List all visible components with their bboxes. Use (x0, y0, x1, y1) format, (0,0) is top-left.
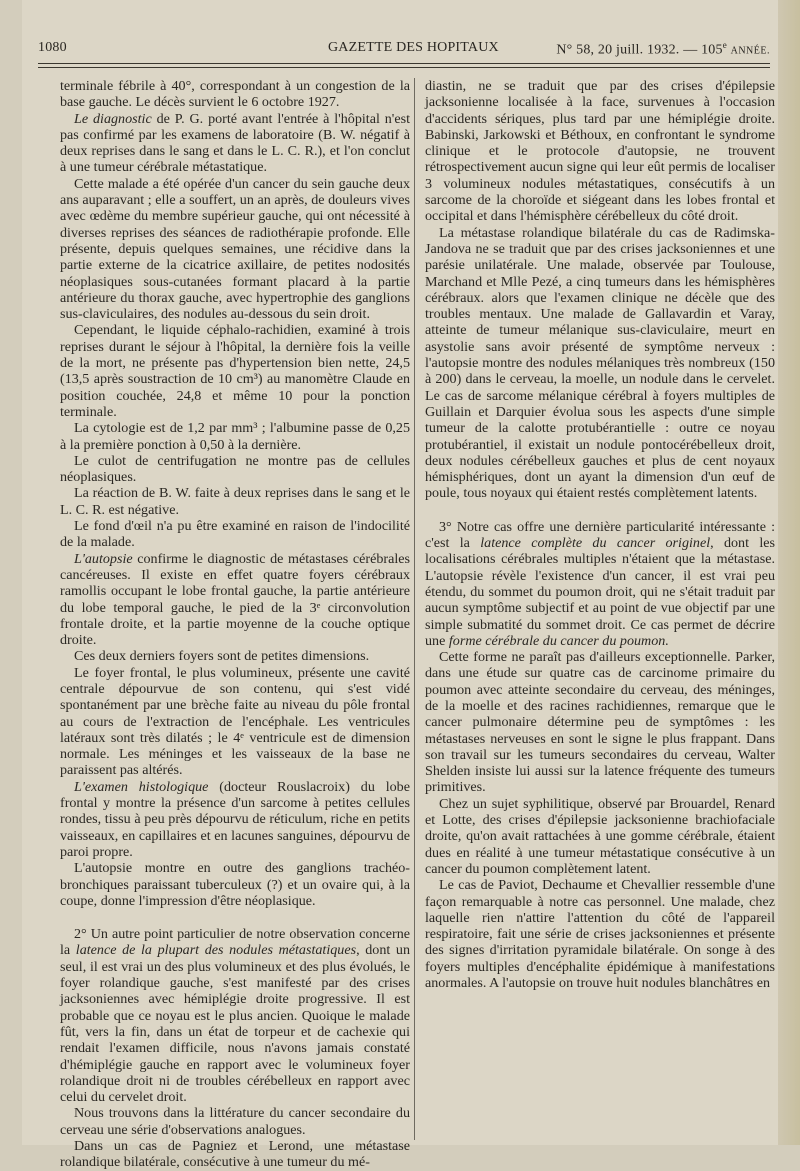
journal-title: GAZETTE DES HOPITAUX (328, 40, 499, 55)
text-run: Chez un sujet syphilitique, observé par Brouardel, Renard et Lotte, des crises d'épilepsie jacksonienne brachiofaciale droite, qu'on avait rattachées à une gomme cérébrale, étaient dues en réalité à une tumeur métastatique consécutive à un cancer du poumon complètement latent. (425, 795, 775, 877)
issue-main: N° 58, 20 juill. 1932. — 105 (556, 42, 723, 58)
text-run: Le foyer frontal, le plus volumineux, présente une cavité centrale dépourvue de son contenu, qui s'est vidé spontanément par une brèche faite au niveau du pôle frontal au cours de l'extraction de l'encéphale. Les ventricules latéraux sont très dilatés ; le 4ᵉ ventricule est de dimension normale. Les méninges et les vaisseaux de la base ne paraissent pas altérés. (60, 664, 410, 779)
paragraph (60, 1105, 410, 1138)
text-run: Ces deux derniers foyers sont de petites dimensions. (74, 648, 370, 665)
text-run: Le fond d'œil n'a pu être examiné en raison de l'indocilité de la malade. (60, 518, 410, 551)
text-run: 3° Notre cas offre une dernière particularité intéressante : c'est la (425, 518, 775, 552)
paragraph (60, 665, 410, 779)
text-run: terminale fébrile à 40°, correspondant à un congestion de la base gauche. Le décès survient le 6 octobre 1927. (60, 78, 410, 111)
italic-text: L'examen histologique (74, 778, 209, 795)
header-rule-bottom (38, 67, 770, 68)
text-run: La cytologie est de 1,2 par mm³ ; l'albumine passe de 0,25 à la première ponction à 0,50 à la dernière. (60, 420, 410, 453)
text-run: La métastase rolandique bilatérale du cas de Radimska-Jandova ne se traduit que par des crises jacksoniennes et une parésie unilatérale. Une malade, observée par Toulouse, Marchand et Mlle Pezé, a cinq tumeurs dans les hémisphères cérébraux. alors que l'examen clinique ne décèle que des troubles mentaux. Une malade de Gallavardin et Varay, atteinte de tumeur mélanique sus-claviculaire, meurt en asystolie sans avoir présenté de symptôme nerveux : l'autopsie montre des nodules mélaniques très nombreux (150 à 200) dans le cerveau, la moelle, un nodule dans le cervelet. Le cas de sarcome mélanique cérébral à foyers multiples de Guillain et Darquier évolua sous les aspects d'une simple tumeur de la calotte protubérantielle : outre ce noyau protubérantiel, il existait un nodule pontocérébelleux droit, deux nodules cérébelleux gauches et plus de cent noyaux hémisphériques, dont un ayant la dimension d'un œuf de poule, tous noyaux qui étaient restés complètement latents. (425, 224, 775, 502)
paragraph (60, 860, 410, 909)
text-run: Le cas de Paviot, Dechaume et Chevallier ressemble d'une façon remarquable à notre cas personnel. Une malade, chez laquelle rien n'attire l'attention du côté de l'appareil respiratoire, fait une série de crises jacksoniennes et présente des signes d'irritation pyramidale bilatérale. On songe à des foyers multiples d'encéphalite épidémique à manifestations anormales. A l'autopsie on trouve huit nodules blanchâtres en (425, 877, 775, 992)
paragraph (60, 518, 410, 551)
text-run: Cependant, le liquide céphalo-rachidien, examiné à trois reprises durant le séjour à l'hôpital, la dernière fois la veille de la mort, ne présente pas d'hypertension bien nette, 24,5 (13,5 après soustraction de 10 cm³) au manomètre Claude en position couchée, 24,8 et même 10 pour la ponction terminale. (60, 322, 410, 420)
paragraph (60, 926, 410, 1105)
text-run: La réaction de B. W. faite à deux reprises dans le sang et le L. C. R. est négative. (60, 485, 410, 518)
text-run: Le culot de centrifugation ne montre pas de cellules néoplasiques. (60, 452, 410, 486)
text-run: 2° Un autre point particulier de notre observation concerne la (60, 926, 410, 959)
text-run: (docteur Rouslacroix) du lobe frontal y montre la présence d'un sarcome à petites cellules rondes, tissu à peu près dépourvu de réticulum, riche en petits vaisseaux, en capillaires et en lacunes sanguines, dépourvu de paroi propre. (60, 778, 410, 860)
paragraph (60, 779, 410, 860)
issue-info (556, 40, 770, 59)
italic-text: L'autopsie (74, 550, 133, 567)
page-edge (778, 0, 800, 1145)
paragraph (60, 453, 410, 486)
paragraph (60, 485, 410, 518)
page-number: 1080 (38, 40, 67, 55)
paragraph (60, 420, 410, 453)
text-run: , dont les localisations cérébrales multiples n'étaient que la métastase. L'autopsie révèle l'existence d'un cancer, il est vrai peu étendu, du sommet du poumon droit, qui ne s'était traduit par aucun symptôme subjectif et au point de vue objectif par une simple submatité du sommet droit. Ce cas permet de décrire une (425, 535, 775, 649)
paragraph (425, 519, 775, 649)
paragraph (60, 1138, 410, 1171)
paragraph (425, 78, 775, 225)
italic-text: forme cérébrale du cancer du poumon. (448, 632, 669, 649)
text-run: Cette forme ne paraît pas d'ailleurs exceptionnelle. Parker, dans une étude sur quatre cas de carcinome primaire du poumon avec atteinte secondaire du cerveau, des méninges, de la moelle et des racines rachidiennes, remarque que le cancer pulmonaire détermine peu de symptômes : les métastases nerveuses en sont le signe le plus frappant. Dans son travail sur les tumeurs secondaires du cerveau, Walter Shelden insiste lui aussi sur la latence fréquente des tumeurs primitives. (425, 649, 775, 796)
header-rule-top (38, 63, 770, 64)
paragraph (60, 322, 410, 420)
right-column (425, 78, 775, 991)
italic-text: latence de la plupart des nodules métastatiques (75, 942, 357, 959)
text-run: confirme le diagnostic de métastases cérébrales cancéreuses. Il existe en effet quatre foyers cérébraux ramollis occupant le lobe frontal gauche, la partie antérieure du lobe temporal gauche, le pied de la 3ᵉ circonvolution frontale droite, et la partie moyenne de la couche optique droite. (60, 550, 410, 649)
paragraph (60, 111, 410, 176)
running-header (38, 40, 770, 60)
text-run: Dans un cas de Pagniez et Lerond, une métastase rolandique bilatérale, consécutive à une tumeur du mé- (60, 1138, 410, 1171)
paragraph (60, 176, 410, 323)
italic-text: Le diagnostic (74, 110, 152, 127)
text-run: L'autopsie montre en outre des ganglions trachéo-bronchiques paraissant tuberculeux (?) et un ovaire qui, à la coupe, donne l'impression d'être néoplasique. (60, 860, 410, 909)
paragraph (60, 78, 410, 111)
text-run: de P. G. porté avant l'entrée à l'hôpital n'est pas confirmé par les examens de laboratoire (B. W. négatif à deux reprises dans le sang et dans le L. C. R.), et l'on conclut à une tumeur cérébrale métastatique. (60, 110, 411, 176)
text-run: Cette malade a été opérée d'un cancer du sein gauche deux ans auparavant ; elle a souffert, un an après, de douleurs vives avec œdème du membre supérieur gauche, qui ont nécessité à diverses reprises des séances de radiothérapie profonde. Elle présente, depuis quelques semaines, une récidive dans la partie externe de la cicatrice axillaire, de petites nodosités néoplasiques sous-cutanées formant placard à la partie antérieure du thorax gauche, avec hypertrophie des ganglions sus-claviculaires, des nodules au-dessous du sein droit. (60, 175, 410, 323)
paragraph (425, 796, 775, 877)
text-run: , dont un seul, il est vrai un des plus volumineux et des plus évolués, le foyer rolandique gauche, s'est manifesté par des crises jacksoniennes avec hémiplégie droite progressive. Il est probable que ce noyau est le plus ancien. Quoique le malade fût, vers la fin, dans un état de torpeur et de cachexie qui rendait l'examen difficile, nous n'avons jamais constaté d'hémiplégie gauche en rapport avec le volumineux foyer rolandique droit ni de troubles cérébelleux en rapport avec celui du cervelet droit. (60, 942, 410, 1106)
paragraph (60, 551, 410, 649)
paragraph (425, 877, 775, 991)
paragraph (60, 648, 410, 664)
column-divider (414, 78, 415, 1140)
text-run: Nous trouvons dans la littérature du cancer secondaire du cerveau une série d'observations analogues. (60, 1105, 410, 1138)
left-column (60, 78, 410, 1171)
paragraph (425, 225, 775, 502)
paragraph (425, 649, 775, 796)
issue-annee: ANNÉE. (730, 45, 770, 57)
italic-text: latence complète du cancer originel (480, 535, 711, 552)
text-run: diastin, ne se traduit que par des crises d'épilepsie jacksonienne localisée à la face, survenues à l'occasion d'accidents sériques, plus tard par une hémiplégie droite. Babinski, Jarkowski et Béthoux, en confrontant le syndrome clinique et le protocole d'autopsie, ne trouvent rétrospectivement aucun signe qui leur eût permis de localiser 3 volumineux nodules métastatiques, consécutifs à un sarcome de la choroïde et siégeant dans les lobes frontal et occipital et dans l'hémisphère cérébelleux du côté droit. (425, 78, 775, 225)
issue-superscript: e (722, 40, 727, 50)
